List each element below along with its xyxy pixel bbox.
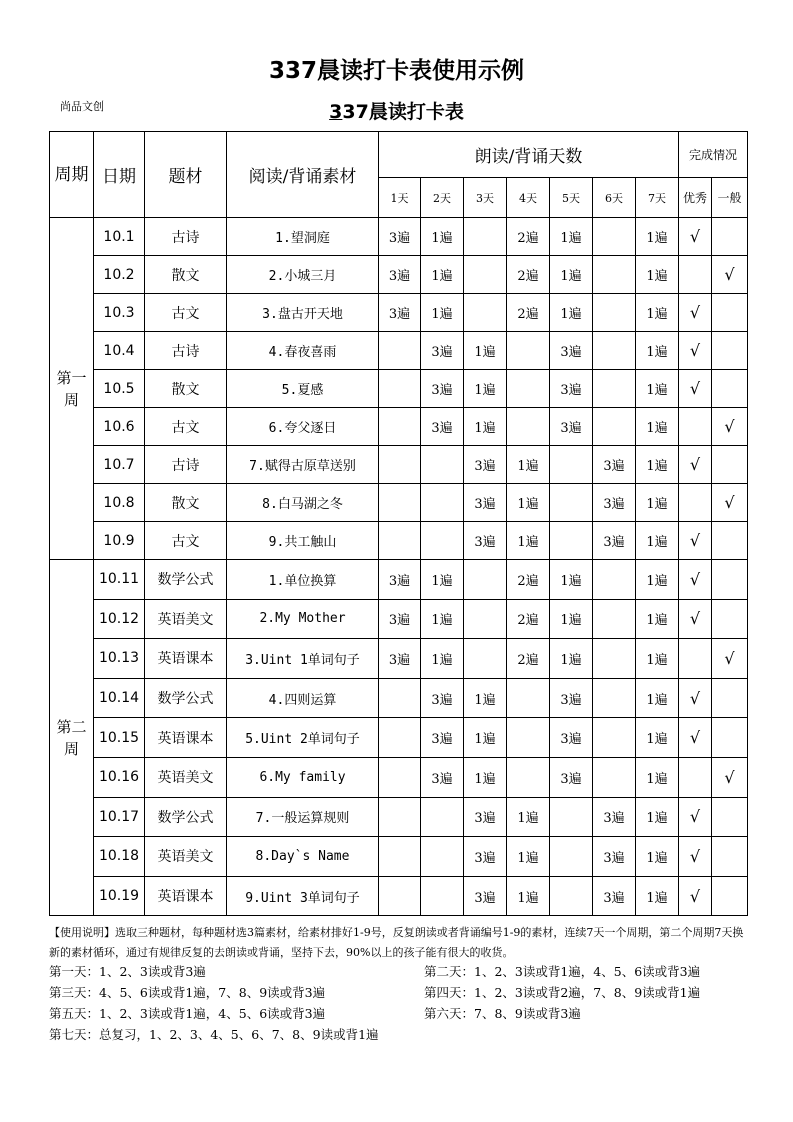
day-4-cell	[507, 678, 550, 718]
material-cell: 7.一般运算规则	[227, 797, 379, 837]
day-3-cell: 3遍	[464, 876, 507, 916]
genre-cell: 古诗	[145, 446, 227, 484]
day-6-cell	[593, 408, 636, 446]
schedule-right-item: 第六天：7、8、9读或背3遍	[424, 1006, 581, 1021]
day-1-cell	[379, 797, 421, 837]
day-2-cell: 1遍	[421, 560, 464, 600]
date-cell: 10.2	[94, 256, 145, 294]
excellent-check-cell	[679, 408, 712, 446]
day-3-cell: 1遍	[464, 718, 507, 758]
material-cell: 9.Uint 3单词句子	[227, 876, 379, 916]
material-cell: 2.My Mother	[227, 599, 379, 639]
day-2-cell: 3遍	[421, 370, 464, 408]
average-check-cell	[712, 560, 748, 600]
date-cell: 10.16	[94, 757, 145, 797]
day-7-cell: 1遍	[636, 484, 679, 522]
day-1-cell	[379, 522, 421, 560]
day-1-cell	[379, 484, 421, 522]
day-5-cell	[550, 446, 593, 484]
day-1-cell: 3遍	[379, 256, 421, 294]
day-7-cell: 1遍	[636, 837, 679, 877]
date-cell: 10.15	[94, 718, 145, 758]
average-check-cell	[712, 599, 748, 639]
day-7-cell: 1遍	[636, 218, 679, 256]
excellent-check-cell	[679, 639, 712, 679]
day-7-cell: 1遍	[636, 256, 679, 294]
day-7-cell: 1遍	[636, 678, 679, 718]
average-check-cell	[712, 294, 748, 332]
material-cell: 3.盘古开天地	[227, 294, 379, 332]
day-2-cell	[421, 484, 464, 522]
table-row	[50, 370, 748, 408]
genre-cell: 古诗	[145, 218, 227, 256]
day-6-cell	[593, 294, 636, 332]
excellent-check-cell: √	[679, 446, 712, 484]
average-check-cell	[712, 370, 748, 408]
day-2-cell: 1遍	[421, 639, 464, 679]
excellent-check-cell	[679, 484, 712, 522]
day-4-cell	[507, 332, 550, 370]
excellent-check-cell	[679, 757, 712, 797]
material-cell: 4.春夜喜雨	[227, 332, 379, 370]
day-2-cell	[421, 837, 464, 877]
day-1-cell: 3遍	[379, 560, 421, 600]
day-4-cell: 2遍	[507, 218, 550, 256]
date-cell: 10.8	[94, 484, 145, 522]
day-header-1: 1天	[379, 178, 421, 218]
table-row	[50, 218, 748, 256]
week-label: 第一周	[50, 218, 94, 560]
day-3-cell: 3遍	[464, 484, 507, 522]
average-check-cell	[712, 718, 748, 758]
genre-cell: 散文	[145, 484, 227, 522]
excellent-check-cell	[679, 256, 712, 294]
material-cell: 7.赋得古原草送别	[227, 446, 379, 484]
day-1-cell	[379, 408, 421, 446]
day-3-cell: 3遍	[464, 446, 507, 484]
day-7-cell: 1遍	[636, 718, 679, 758]
date-cell: 10.17	[94, 797, 145, 837]
day-5-cell: 3遍	[550, 408, 593, 446]
day-4-cell	[507, 370, 550, 408]
day-3-cell: 1遍	[464, 370, 507, 408]
material-cell: 1.单位换算	[227, 560, 379, 600]
day-header-3: 3天	[464, 178, 507, 218]
material-cell: 9.共工触山	[227, 522, 379, 560]
day-2-cell: 3遍	[421, 678, 464, 718]
average-check-cell: √	[712, 408, 748, 446]
table-row	[50, 408, 748, 446]
day-7-cell: 1遍	[636, 332, 679, 370]
date-cell: 10.4	[94, 332, 145, 370]
day-header-5: 5天	[550, 178, 593, 218]
table-title-underlined: 3	[329, 101, 343, 123]
table-row	[50, 294, 748, 332]
day-5-cell: 1遍	[550, 218, 593, 256]
day-2-cell: 3遍	[421, 718, 464, 758]
day-7-cell: 1遍	[636, 522, 679, 560]
day-1-cell	[379, 757, 421, 797]
day-6-cell	[593, 599, 636, 639]
day-6-cell	[593, 718, 636, 758]
date-cell: 10.3	[94, 294, 145, 332]
day-5-cell: 1遍	[550, 560, 593, 600]
date-header: 日期	[94, 132, 145, 218]
table-row	[50, 639, 748, 679]
genre-cell: 散文	[145, 256, 227, 294]
day-5-cell: 1遍	[550, 639, 593, 679]
average-check-cell	[712, 837, 748, 877]
table-title-rest: 37晨读打卡表	[342, 101, 464, 123]
material-cell: 3.Uint 1单词句子	[227, 639, 379, 679]
material-cell: 5.夏感	[227, 370, 379, 408]
average-check-cell	[712, 218, 748, 256]
usage-instructions: 【使用说明】选取三种题材，每种题材选3篇素材，给素材排好1-9号，反复朗读或者背诵编号1-9的素材，连续7天一个周期，第二个周期7天换新的素材循环，通过有规律反复的去朗读或背诵，坚持下去，90%以上的孩子能有很大的收货。	[49, 926, 744, 959]
schedule-row	[49, 1004, 769, 1025]
day-5-cell: 3遍	[550, 370, 593, 408]
day-4-cell: 1遍	[507, 797, 550, 837]
day-6-cell: 3遍	[593, 837, 636, 877]
day-6-cell: 3遍	[593, 522, 636, 560]
day-5-cell: 1遍	[550, 256, 593, 294]
day-4-cell: 2遍	[507, 639, 550, 679]
average-check-cell	[712, 678, 748, 718]
day-2-cell	[421, 522, 464, 560]
day-6-cell	[593, 560, 636, 600]
day-1-cell: 3遍	[379, 218, 421, 256]
day-4-cell: 1遍	[507, 522, 550, 560]
excellent-check-cell: √	[679, 560, 712, 600]
material-cell: 4.四则运算	[227, 678, 379, 718]
excellent-check-cell: √	[679, 718, 712, 758]
day-1-cell	[379, 332, 421, 370]
excellent-check-cell: √	[679, 797, 712, 837]
day-5-cell: 3遍	[550, 678, 593, 718]
day-6-cell: 3遍	[593, 446, 636, 484]
day-1-cell	[379, 370, 421, 408]
excellent-check-cell: √	[679, 599, 712, 639]
schedule-left-item: 第五天：1、2、3读或背1遍，4、5、6读或背3遍	[49, 1006, 326, 1021]
day-3-cell	[464, 639, 507, 679]
day-7-cell: 1遍	[636, 876, 679, 916]
excellent-check-cell: √	[679, 218, 712, 256]
date-cell: 10.12	[94, 599, 145, 639]
day-1-cell: 3遍	[379, 294, 421, 332]
day-2-cell: 1遍	[421, 218, 464, 256]
day-header-7: 7天	[636, 178, 679, 218]
day-1-cell	[379, 446, 421, 484]
schedule-left-item: 第七天：总复习，1、2、3、4、5、6、7、8、9读或背1遍	[49, 1027, 379, 1042]
genre-cell: 数学公式	[145, 797, 227, 837]
week-label: 第二周	[50, 560, 94, 916]
day-4-cell	[507, 718, 550, 758]
day-5-cell	[550, 797, 593, 837]
day-3-cell: 1遍	[464, 757, 507, 797]
day-3-cell: 3遍	[464, 837, 507, 877]
material-cell: 8.白马湖之冬	[227, 484, 379, 522]
day-6-cell	[593, 678, 636, 718]
day-7-cell: 1遍	[636, 797, 679, 837]
day-3-cell: 3遍	[464, 522, 507, 560]
day-3-cell	[464, 256, 507, 294]
day-6-cell: 3遍	[593, 484, 636, 522]
average-check-cell: √	[712, 639, 748, 679]
day-4-cell: 1遍	[507, 484, 550, 522]
date-cell: 10.1	[94, 218, 145, 256]
day-5-cell	[550, 522, 593, 560]
day-6-cell	[593, 757, 636, 797]
day-header-6: 6天	[593, 178, 636, 218]
checkin-table	[49, 131, 748, 916]
excellent-header: 优秀	[679, 178, 712, 218]
table-row	[50, 678, 748, 718]
schedule-right-item: 第四天：1、2、3读或背2遍，7、8、9读或背1遍	[424, 985, 701, 1000]
date-cell: 10.6	[94, 408, 145, 446]
day-3-cell	[464, 294, 507, 332]
table-row	[50, 484, 748, 522]
table-row	[50, 876, 748, 916]
excellent-check-cell: √	[679, 678, 712, 718]
table-row	[50, 797, 748, 837]
average-check-cell	[712, 876, 748, 916]
day-6-cell	[593, 256, 636, 294]
day-7-cell: 1遍	[636, 446, 679, 484]
day-5-cell: 3遍	[550, 332, 593, 370]
table-row	[50, 560, 748, 600]
day-3-cell	[464, 560, 507, 600]
day-7-cell: 1遍	[636, 639, 679, 679]
day-4-cell: 2遍	[507, 560, 550, 600]
day-4-cell	[507, 757, 550, 797]
genre-cell: 数学公式	[145, 678, 227, 718]
day-6-cell	[593, 639, 636, 679]
excellent-check-cell: √	[679, 332, 712, 370]
day-5-cell	[550, 837, 593, 877]
day-3-cell: 1遍	[464, 332, 507, 370]
date-cell: 10.5	[94, 370, 145, 408]
schedule-row	[49, 1025, 769, 1046]
genre-cell: 古诗	[145, 332, 227, 370]
material-cell: 2.小城三月	[227, 256, 379, 294]
day-3-cell: 1遍	[464, 678, 507, 718]
day-2-cell	[421, 876, 464, 916]
day-4-cell: 1遍	[507, 837, 550, 877]
day-5-cell: 1遍	[550, 294, 593, 332]
day-1-cell	[379, 678, 421, 718]
day-2-cell: 1遍	[421, 256, 464, 294]
excellent-check-cell: √	[679, 837, 712, 877]
day-3-cell	[464, 599, 507, 639]
excellent-check-cell: √	[679, 370, 712, 408]
day-6-cell	[593, 332, 636, 370]
material-cell: 1.望洞庭	[227, 218, 379, 256]
genre-cell: 英语美文	[145, 599, 227, 639]
day-7-cell: 1遍	[636, 294, 679, 332]
schedule-row	[49, 962, 769, 983]
average-check-cell: √	[712, 757, 748, 797]
day-1-cell	[379, 837, 421, 877]
day-2-cell	[421, 797, 464, 837]
average-check-cell: √	[712, 484, 748, 522]
day-4-cell: 2遍	[507, 256, 550, 294]
average-check-cell	[712, 522, 748, 560]
day-7-cell: 1遍	[636, 370, 679, 408]
day-3-cell: 3遍	[464, 797, 507, 837]
day-7-cell: 1遍	[636, 408, 679, 446]
genre-cell: 英语美文	[145, 837, 227, 877]
material-cell: 8.Day`s Name	[227, 837, 379, 877]
genre-cell: 古文	[145, 294, 227, 332]
table-row	[50, 446, 748, 484]
day-1-cell	[379, 718, 421, 758]
day-3-cell	[464, 218, 507, 256]
day-1-cell: 3遍	[379, 599, 421, 639]
day-2-cell: 1遍	[421, 294, 464, 332]
excellent-check-cell: √	[679, 522, 712, 560]
day-4-cell: 1遍	[507, 446, 550, 484]
table-row	[50, 718, 748, 758]
table-row	[50, 757, 748, 797]
brand-label: 尚品文创	[60, 100, 104, 113]
day-6-cell: 3遍	[593, 797, 636, 837]
table-row	[50, 256, 748, 294]
average-check-cell: √	[712, 256, 748, 294]
day-1-cell	[379, 876, 421, 916]
date-cell: 10.9	[94, 522, 145, 560]
day-2-cell	[421, 446, 464, 484]
week-header: 周期	[50, 132, 94, 218]
days-group-header: 朗读/背诵天数	[379, 132, 679, 178]
date-cell: 10.13	[94, 639, 145, 679]
table-title	[0, 97, 793, 124]
schedule-left-item: 第三天：4、5、6读或背1遍，7、8、9读或背3遍	[49, 985, 326, 1000]
material-cell: 5.Uint 2单词句子	[227, 718, 379, 758]
day-6-cell: 3遍	[593, 876, 636, 916]
day-1-cell: 3遍	[379, 639, 421, 679]
day-4-cell	[507, 408, 550, 446]
genre-cell: 英语课本	[145, 718, 227, 758]
day-3-cell: 1遍	[464, 408, 507, 446]
day-2-cell: 1遍	[421, 599, 464, 639]
day-5-cell	[550, 876, 593, 916]
schedule-right-item: 第二天：1、2、3读或背1遍，4、5、6读或背3遍	[424, 964, 701, 979]
day-2-cell: 3遍	[421, 332, 464, 370]
day-4-cell: 1遍	[507, 876, 550, 916]
table-row	[50, 522, 748, 560]
day-7-cell: 1遍	[636, 560, 679, 600]
table-row	[50, 599, 748, 639]
day-4-cell: 2遍	[507, 294, 550, 332]
genre-cell: 古文	[145, 408, 227, 446]
average-check-cell	[712, 797, 748, 837]
table-row	[50, 837, 748, 877]
genre-cell: 英语课本	[145, 876, 227, 916]
genre-cell: 数学公式	[145, 560, 227, 600]
date-cell: 10.18	[94, 837, 145, 877]
average-check-cell	[712, 446, 748, 484]
date-cell: 10.7	[94, 446, 145, 484]
day-5-cell: 3遍	[550, 757, 593, 797]
day-5-cell: 3遍	[550, 718, 593, 758]
day-2-cell: 3遍	[421, 408, 464, 446]
genre-cell: 散文	[145, 370, 227, 408]
day-header-2: 2天	[421, 178, 464, 218]
date-cell: 10.14	[94, 678, 145, 718]
genre-cell: 英语课本	[145, 639, 227, 679]
day-4-cell: 2遍	[507, 599, 550, 639]
day-7-cell: 1遍	[636, 757, 679, 797]
date-cell: 10.19	[94, 876, 145, 916]
day-header-4: 4天	[507, 178, 550, 218]
excellent-check-cell: √	[679, 876, 712, 916]
day-6-cell	[593, 370, 636, 408]
schedule-list	[49, 962, 769, 1046]
day-5-cell: 1遍	[550, 599, 593, 639]
genre-cell: 古文	[145, 522, 227, 560]
page-title: 337晨读打卡表使用示例	[268, 58, 524, 84]
day-6-cell	[593, 218, 636, 256]
material-header: 阅读/背诵素材	[227, 132, 379, 218]
day-7-cell: 1遍	[636, 599, 679, 639]
average-header: 一般	[712, 178, 748, 218]
day-5-cell	[550, 484, 593, 522]
genre-cell: 英语美文	[145, 757, 227, 797]
table-body	[50, 218, 748, 916]
table-row	[50, 332, 748, 370]
material-cell: 6.夸父逐日	[227, 408, 379, 446]
status-group-header: 完成情况	[679, 132, 748, 178]
date-cell: 10.11	[94, 560, 145, 600]
schedule-left-item: 第一天：1、2、3读或背3遍	[49, 964, 206, 979]
material-cell: 6.My family	[227, 757, 379, 797]
genre-header: 题材	[145, 132, 227, 218]
average-check-cell	[712, 332, 748, 370]
excellent-check-cell: √	[679, 294, 712, 332]
day-2-cell: 3遍	[421, 757, 464, 797]
schedule-row	[49, 983, 769, 1004]
